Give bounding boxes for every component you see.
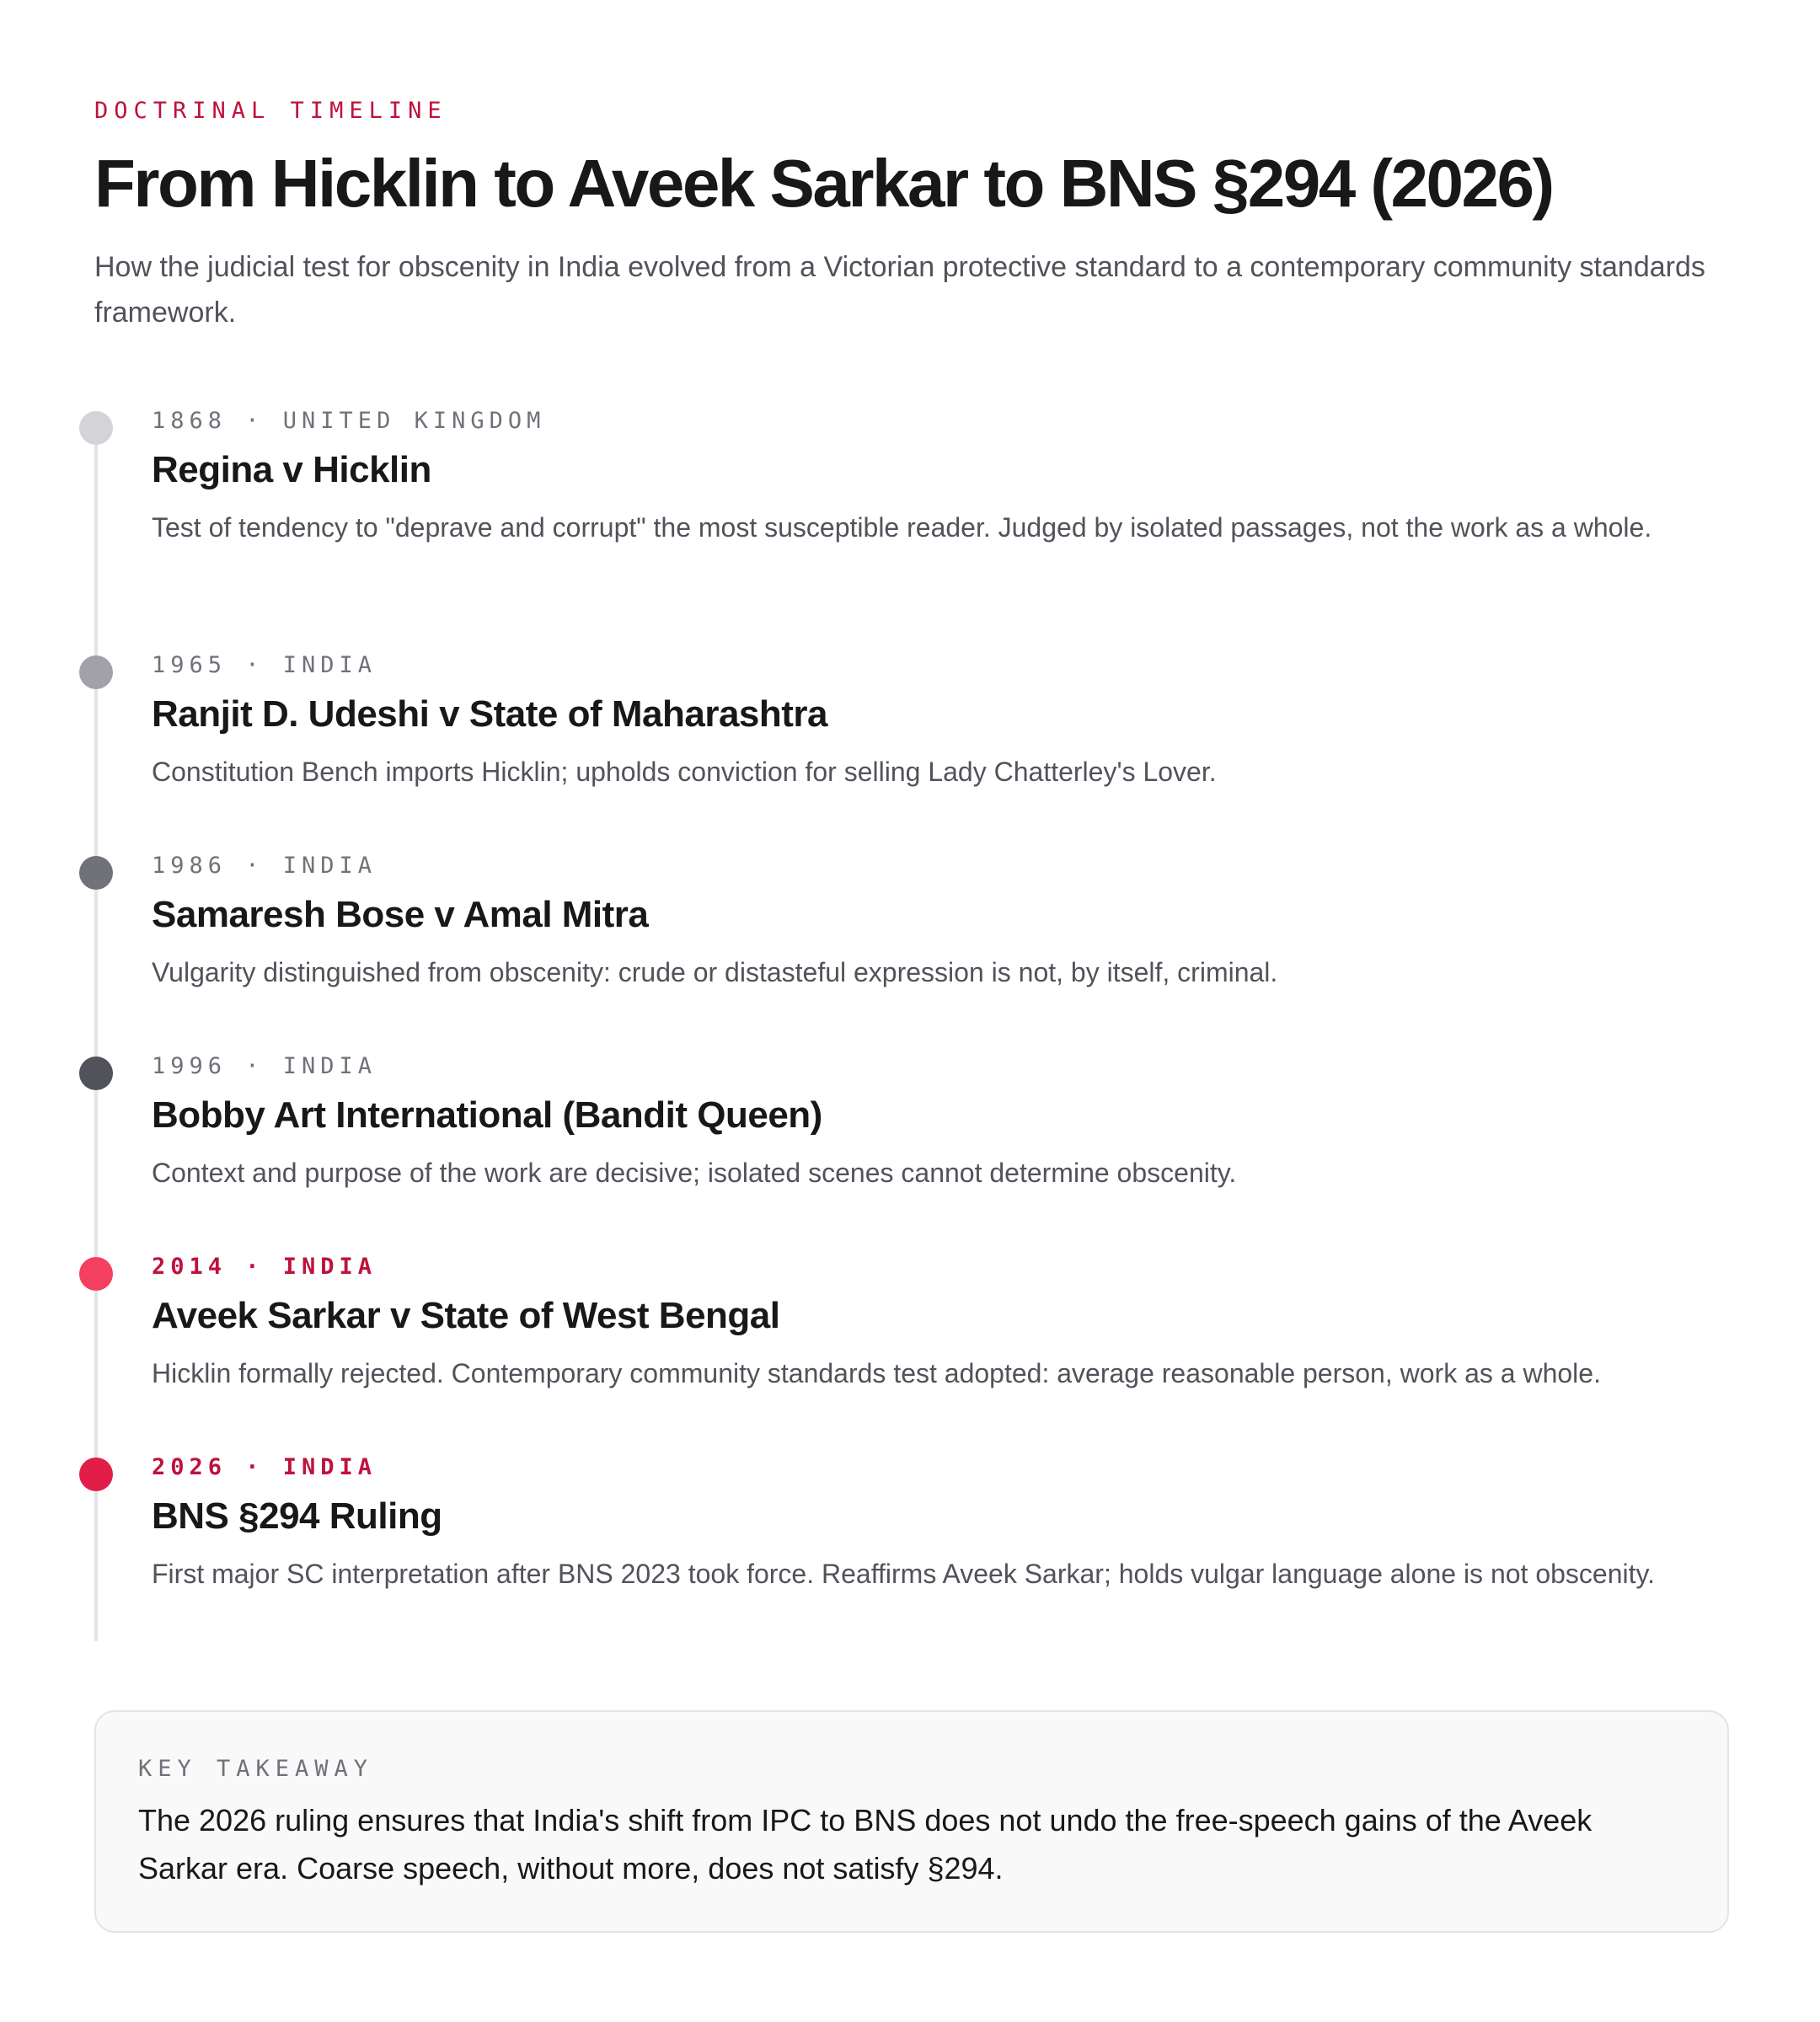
timeline-dot (79, 655, 113, 689)
takeaway-text: The 2026 ruling ensures that India's shift from IPC to BNS does not undo the free-speech gains of the Aveek Sarkar era. Coarse speech, without more, does not satisfy §294. (138, 1803, 1592, 1886)
event-description: Context and purpose of the work are decisive; isolated scenes cannot determine obscenity. (152, 1158, 1237, 1188)
event-title: Samaresh Bose v Amal Mitra (152, 894, 649, 935)
event-description: Vulgarity distinguished from obscenity: crude or distasteful expression is not, by itself, criminal. (152, 957, 1278, 987)
timeline-dot (79, 856, 113, 890)
event-meta: 1986 · INDIA (152, 853, 377, 879)
event-description: Hicklin formally rejected. Contemporary community standards test adopted: average reasonable person, work as a whole. (152, 1358, 1601, 1388)
timeline (94, 396, 1732, 1643)
event-meta: 1868 · UNITED KINGDOM (152, 408, 546, 434)
event-meta: 1996 · INDIA (152, 1053, 377, 1079)
timeline-dot-highlight (79, 1257, 113, 1291)
event-meta: 2026 · INDIA (152, 1454, 377, 1480)
page-title: From Hicklin to Aveek Sarkar to BNS §294 (2026) (94, 146, 1553, 221)
key-takeaway-card (94, 1710, 1729, 1933)
event-title: Ranjit D. Udeshi v State of Maharashtra (152, 693, 828, 735)
timeline-dot (79, 1056, 113, 1090)
event-description: First major SC interpretation after BNS 2023 took force. Reaffirms Aveek Sarkar; holds vulgar language alone is not obscenity. (152, 1559, 1656, 1589)
event-description: Constitution Bench imports Hicklin; upholds conviction for selling Lady Chatterley's Lover. (152, 757, 1217, 787)
page-subtitle: How the judicial test for obscenity in India evolved from a Victorian protective standard to a contemporary community standards framework. (94, 251, 1705, 329)
event-title: Aveek Sarkar v State of West Bengal (152, 1295, 780, 1336)
eyebrow-label: DOCTRINAL TIMELINE (94, 98, 447, 124)
event-title: Regina v Hicklin (152, 449, 431, 490)
takeaway-label: KEY TAKEAWAY (138, 1756, 374, 1782)
event-title: BNS §294 Ruling (152, 1495, 442, 1537)
event-description: Test of tendency to "deprave and corrupt" the most susceptible reader. Judged by isolated passages, not the work as a whole. (152, 512, 1652, 543)
event-title: Bobby Art International (Bandit Queen) (152, 1094, 822, 1136)
event-meta: 2014 · INDIA (152, 1254, 377, 1280)
timeline-dot-highlight (79, 1458, 113, 1491)
event-meta: 1965 · INDIA (152, 652, 377, 678)
timeline-dot (79, 411, 113, 445)
